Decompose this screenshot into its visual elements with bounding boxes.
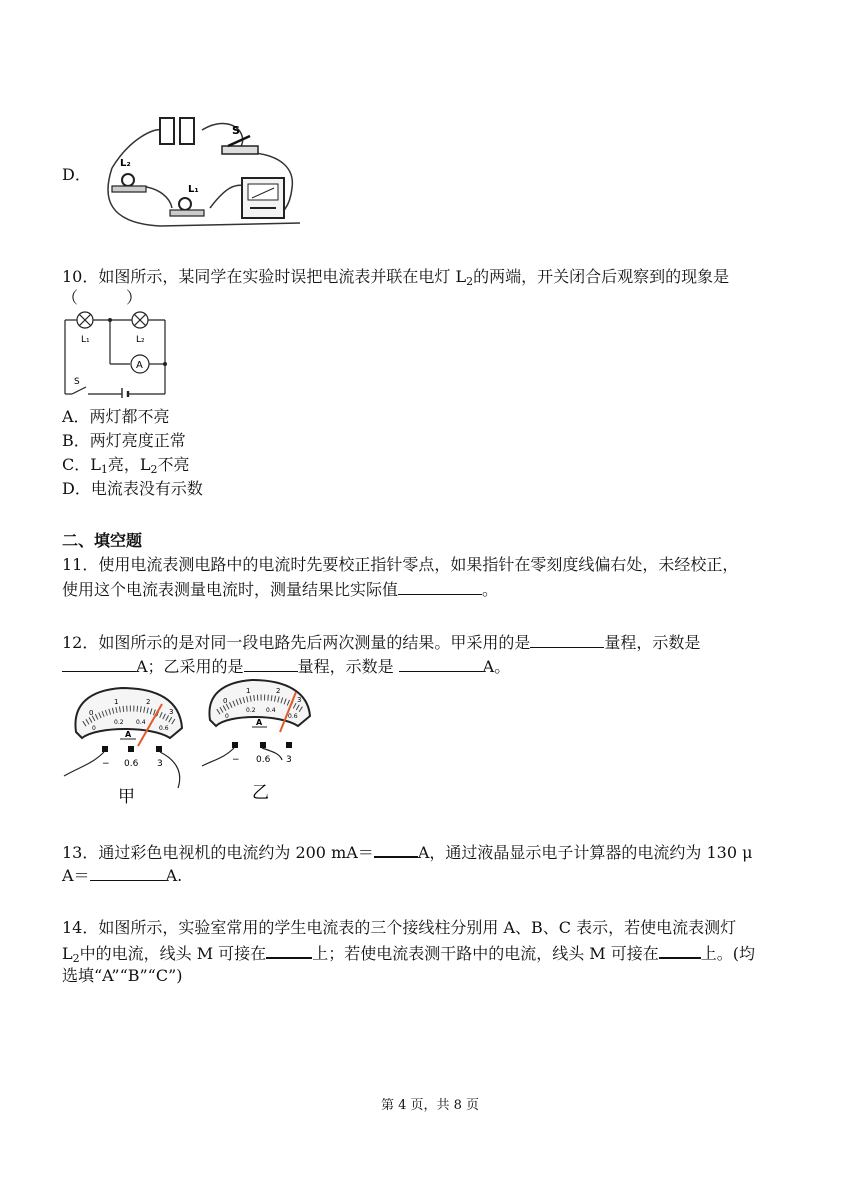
q12-meter-yi [200,676,325,806]
section-title-fill-blank: 二、填空题 [62,531,143,550]
svg-text:A: A [125,730,132,739]
svg-text:0.4: 0.4 [136,719,146,726]
svg-text:3: 3 [157,759,163,769]
q10-option-b: B．两灯亮度正常 [62,431,186,450]
q9-l1-label: L₁ [188,184,199,195]
svg-text:0.6: 0.6 [288,713,298,720]
q10-l2-label: L₂ [136,335,145,345]
svg-text:0: 0 [92,725,96,732]
q12-blank-yi-reading[interactable] [399,655,483,672]
q11-line2: 使用这个电流表测量电流时，测量结果比实际值 。 [62,580,499,599]
q14-blank-2[interactable] [659,941,701,959]
svg-text:3: 3 [169,708,174,716]
q10-option-d: D．电流表没有示数 [62,479,203,498]
svg-text:3: 3 [286,755,292,765]
q14-line3: 选填“A”“B”“C”) [62,966,183,985]
q10-ammeter-label: A [136,360,143,371]
q11-blank[interactable] [398,578,482,595]
q12-meter-yi-caption: 乙 [252,783,269,803]
q12-blank-jia-range[interactable] [530,631,604,648]
svg-text:A: A [256,718,263,727]
svg-text:−: − [232,755,240,765]
svg-text:−: − [102,759,110,769]
q9-l2-label: L₂ [120,158,131,169]
q12-meter-jia [62,684,197,809]
q13-blank-1[interactable] [374,840,418,858]
svg-text:2: 2 [276,687,281,695]
q10-answer-paren: （ ） [62,288,143,307]
svg-text:0: 0 [223,697,228,705]
q10-l1-label: L₁ [81,335,90,345]
svg-text:3: 3 [297,696,302,704]
svg-text:0.2: 0.2 [246,707,256,714]
q13-line1: 13．通过彩色电视机的电流约为 200 mA＝ A，通过液晶显示电子计算器的电流约为 130 μ [62,840,752,864]
q14-blank-1[interactable] [266,941,312,959]
svg-text:0.4: 0.4 [266,707,276,714]
q12-line1: 12．如图所示的是对同一段电路先后两次测量的结果。甲采用的是 量程，示数是 [62,633,701,652]
q10-option-c: C．$L_1$亮，$L_2$不亮 [62,455,190,476]
svg-text:1: 1 [114,698,119,706]
q11-line1: 11．使用电流表测电路中的电流时先要校正指针零点，如果指针在零刻度线偏右处，未经校正， [62,555,739,574]
svg-text:1: 1 [246,687,251,695]
q9-option-d: D． [62,165,91,184]
page-footer: 第 4 页，共 8 页 [380,1098,480,1113]
q12-meter-jia-caption: 甲 [118,787,135,807]
svg-text:0: 0 [89,709,94,717]
q9-option-d-circuit-image [100,108,300,238]
q9-switch-label: S [232,124,240,137]
q10-circuit-diagram [60,308,170,398]
q14-line1: 14．如图所示，实验室常用的学生电流表的三个接线柱分别用 A、B、C 表示，若使电流表测灯 [62,918,737,937]
svg-text:0: 0 [225,713,229,720]
q10-option-a: A．两灯都不亮 [62,407,170,426]
q13-line2: A＝ A. [62,866,183,885]
q14-line2: $L_2$中的电流，线头 M 可接在 上；若使电流表测干路中的电流，线头 M 可接在 上。(均 [62,941,755,965]
svg-text:0.2: 0.2 [114,719,124,726]
svg-text:0.6: 0.6 [256,755,271,765]
q13-blank-2[interactable] [90,864,166,881]
svg-text:2: 2 [146,698,151,706]
q10-stem: 10．如图所示，某同学在实验时误把电流表并联在电灯 $L_2$的两端，开关闭合后观察到的现象是 [62,267,730,288]
q10-switch-label: S [74,377,80,387]
q12-blank-jia-reading[interactable] [62,655,136,672]
svg-text:0.6: 0.6 [124,759,139,769]
q12-blank-yi-range[interactable] [244,655,298,672]
svg-text:0.6: 0.6 [159,725,169,732]
q12-line2: A；乙采用的是 量程，示数是 A。 [62,655,510,678]
